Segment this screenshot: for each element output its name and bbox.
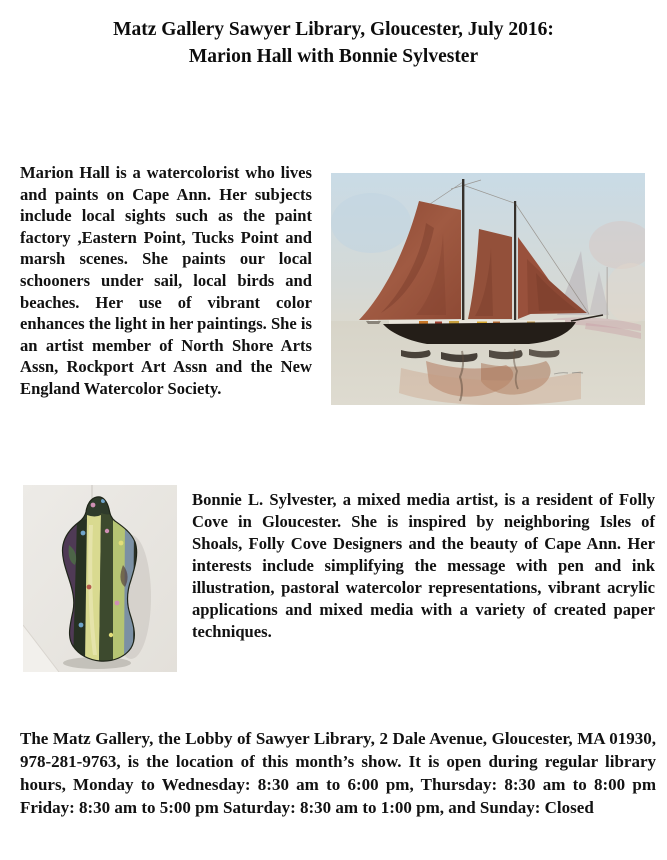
schooner-painting-svg: [331, 173, 645, 405]
title-line-2: Marion Hall with Bonnie Sylvester: [188, 46, 479, 67]
marion-hall-paragraph: Marion Hall is a watercolorist who lives and paints on Cape Ann. Her subjects include local sights such as the paint factory ,Eastern Point, Tucks Point and marsh scenes. She paints our local schooners under sail, local birds and beaches. Her use of vibrant color enhances the light in her paintings. She is an artist member of North Shore Arts Assn, Rockport Art Assn and the New England Watercolor Society.: [20, 163, 312, 398]
torso-sculpture-image: [23, 485, 177, 672]
title-line-1: Matz Gallery Sawyer Library, Gloucester, July 2016:: [113, 19, 554, 40]
page-title: [0, 16, 667, 70]
gallery-info-paragraph: The Matz Gallery, the Lobby of Sawyer Library, 2 Dale Avenue, Gloucester, MA 01930, 978-281-9763, is the location of this month’s show. It is open during regular library hours, Monday to Wednesday: 8:30 am to 6:00 pm, Thursday: 8:30 am to 8:00 pm Friday: 8:30 am to 5:00 pm Saturday: 8:30 am to 1:00 pm, and Sunday: Closed: [20, 729, 656, 817]
torso-sculpture-svg: [23, 485, 177, 672]
schooner-painting-image: [331, 173, 645, 405]
bonnie-sylvester-paragraph: Bonnie L. Sylvester, a mixed media artist, is a resident of Folly Cove in Gloucester. She is inspired by neighboring Isles of Shoals, Folly Cove Designers and the beauty of Cape Ann. Her interests include simplifying the message with pen and ink illustration, pastoral watercolor representations, vibrant acrylic applications and mixed media with a variety of created paper techniques.: [192, 490, 655, 641]
